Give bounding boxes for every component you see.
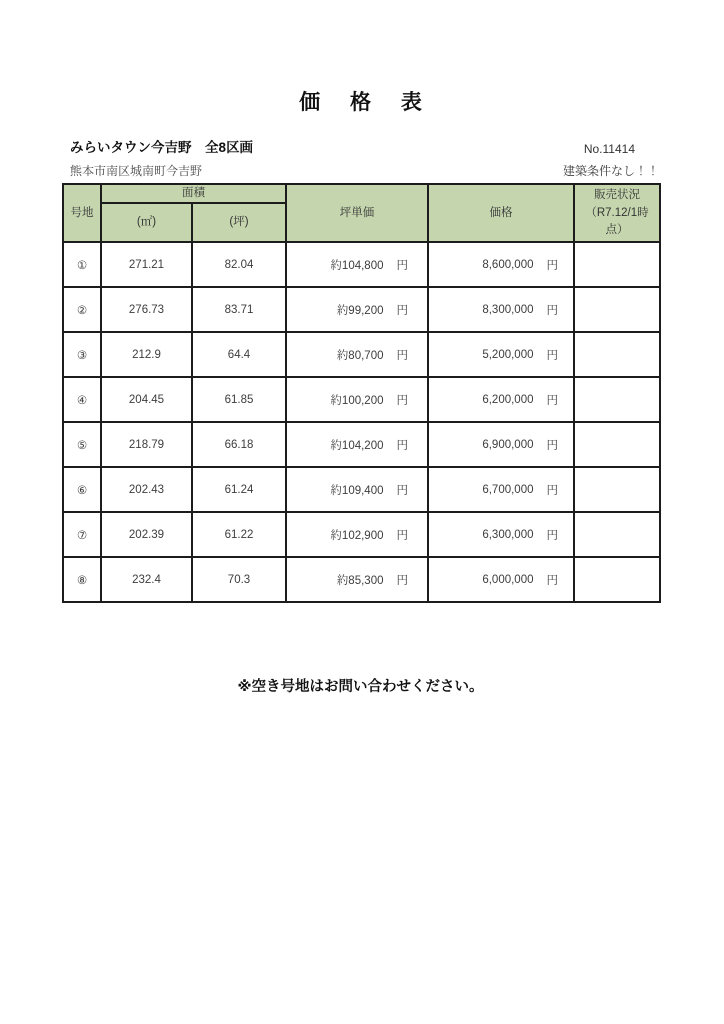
project-name: みらいタウン今吉野 全8区画 <box>70 140 254 155</box>
unit-price-cell <box>286 377 428 422</box>
status-cell <box>574 557 660 602</box>
unit-price-cell <box>286 332 428 377</box>
yen-label: 円 <box>546 304 558 317</box>
yen-label: 円 <box>396 349 408 362</box>
yen-label: 円 <box>546 574 558 587</box>
area-tsubo: 83.71 <box>192 287 286 332</box>
unit-price-value: 約99,200 <box>336 304 384 317</box>
yen-label: 円 <box>546 259 558 272</box>
unit-price-value: 約109,400 <box>330 484 384 497</box>
header-lot: 号地 <box>63 184 101 242</box>
price-cell <box>428 242 574 287</box>
area-m2: 202.43 <box>101 467 192 512</box>
unit-price-cell <box>286 512 428 557</box>
lot-number: ⑥ <box>63 467 101 512</box>
yen-label: 円 <box>546 529 558 542</box>
lot-number: ⑦ <box>63 512 101 557</box>
status-cell <box>574 512 660 557</box>
header-status-date: （R7.12/1時点） <box>585 206 649 236</box>
table-row <box>63 422 660 467</box>
table-row <box>63 557 660 602</box>
status-cell <box>574 467 660 512</box>
header-unit-price: 坪単価 <box>286 184 428 242</box>
header-status-label: 販売状況 <box>594 189 640 202</box>
unit-price-value: 約100,200 <box>330 394 384 407</box>
yen-label: 円 <box>546 349 558 362</box>
price-table <box>62 183 661 603</box>
unit-price-cell <box>286 287 428 332</box>
lot-number: ⑧ <box>63 557 101 602</box>
lot-number: ② <box>63 287 101 332</box>
unit-price-cell <box>286 557 428 602</box>
yen-label: 円 <box>546 484 558 497</box>
project-address: 熊本市南区城南町今吉野 <box>70 164 203 178</box>
lot-number: ① <box>63 242 101 287</box>
lot-number: ④ <box>63 377 101 422</box>
price-value: 6,200,000 <box>482 393 534 406</box>
content-area <box>62 92 659 696</box>
price-value: 6,900,000 <box>482 438 534 451</box>
page-title: 価 格 表 <box>299 91 434 114</box>
area-tsubo: 61.22 <box>192 512 286 557</box>
project-header <box>62 136 659 156</box>
condition-note: 建築条件なし！！ <box>562 164 659 178</box>
area-m2: 212.9 <box>101 332 192 377</box>
area-m2: 276.73 <box>101 287 192 332</box>
yen-label: 円 <box>396 304 408 317</box>
lot-number: ③ <box>63 332 101 377</box>
area-m2: 204.45 <box>101 377 192 422</box>
unit-price-value: 約104,200 <box>330 439 384 452</box>
table-row <box>63 467 660 512</box>
footnote: ※空き号地はお問い合わせください。 <box>237 679 484 696</box>
area-m2: 232.4 <box>101 557 192 602</box>
table-row <box>63 242 660 287</box>
unit-price-value: 約80,700 <box>336 349 384 362</box>
unit-price-value: 約85,300 <box>336 574 384 587</box>
table-row <box>63 512 660 557</box>
price-cell <box>428 467 574 512</box>
status-cell <box>574 242 660 287</box>
price-cell <box>428 512 574 557</box>
area-tsubo: 70.3 <box>192 557 286 602</box>
yen-label: 円 <box>396 529 408 542</box>
price-value: 8,600,000 <box>482 258 534 271</box>
status-cell <box>574 332 660 377</box>
price-table-body <box>63 242 660 602</box>
area-tsubo: 82.04 <box>192 242 286 287</box>
unit-price-value: 約104,800 <box>330 259 384 272</box>
area-tsubo: 61.85 <box>192 377 286 422</box>
header-status <box>574 184 660 242</box>
unit-price-cell <box>286 242 428 287</box>
unit-price-value: 約102,900 <box>330 529 384 542</box>
yen-label: 円 <box>396 439 408 452</box>
price-cell <box>428 557 574 602</box>
header-area-tsubo: (坪) <box>192 203 286 242</box>
status-cell <box>574 422 660 467</box>
yen-label: 円 <box>546 439 558 452</box>
area-m2: 218.79 <box>101 422 192 467</box>
table-row <box>63 377 660 422</box>
price-value: 6,700,000 <box>482 483 534 496</box>
area-tsubo: 66.18 <box>192 422 286 467</box>
header-area: 面積 <box>101 184 286 203</box>
status-cell <box>574 377 660 422</box>
price-cell <box>428 287 574 332</box>
document-number: No.11414 <box>583 142 635 156</box>
status-cell <box>574 287 660 332</box>
header-area-m2: (㎡) <box>101 203 192 242</box>
price-value: 5,200,000 <box>482 348 534 361</box>
price-table-header <box>63 184 660 242</box>
yen-label: 円 <box>396 484 408 497</box>
price-cell <box>428 422 574 467</box>
yen-label: 円 <box>396 259 408 272</box>
area-tsubo: 64.4 <box>192 332 286 377</box>
project-subheader <box>62 162 659 179</box>
table-row <box>63 332 660 377</box>
yen-label: 円 <box>396 394 408 407</box>
area-tsubo: 61.24 <box>192 467 286 512</box>
price-value: 8,300,000 <box>482 303 534 316</box>
price-value: 6,300,000 <box>482 528 534 541</box>
price-cell <box>428 332 574 377</box>
unit-price-cell <box>286 467 428 512</box>
yen-label: 円 <box>396 574 408 587</box>
area-m2: 202.39 <box>101 512 192 557</box>
price-cell <box>428 377 574 422</box>
header-price: 価格 <box>428 184 574 242</box>
table-row <box>63 287 660 332</box>
price-value: 6,000,000 <box>482 573 534 586</box>
unit-price-cell <box>286 422 428 467</box>
yen-label: 円 <box>546 394 558 407</box>
lot-number: ⑤ <box>63 422 101 467</box>
area-m2: 271.21 <box>101 242 192 287</box>
